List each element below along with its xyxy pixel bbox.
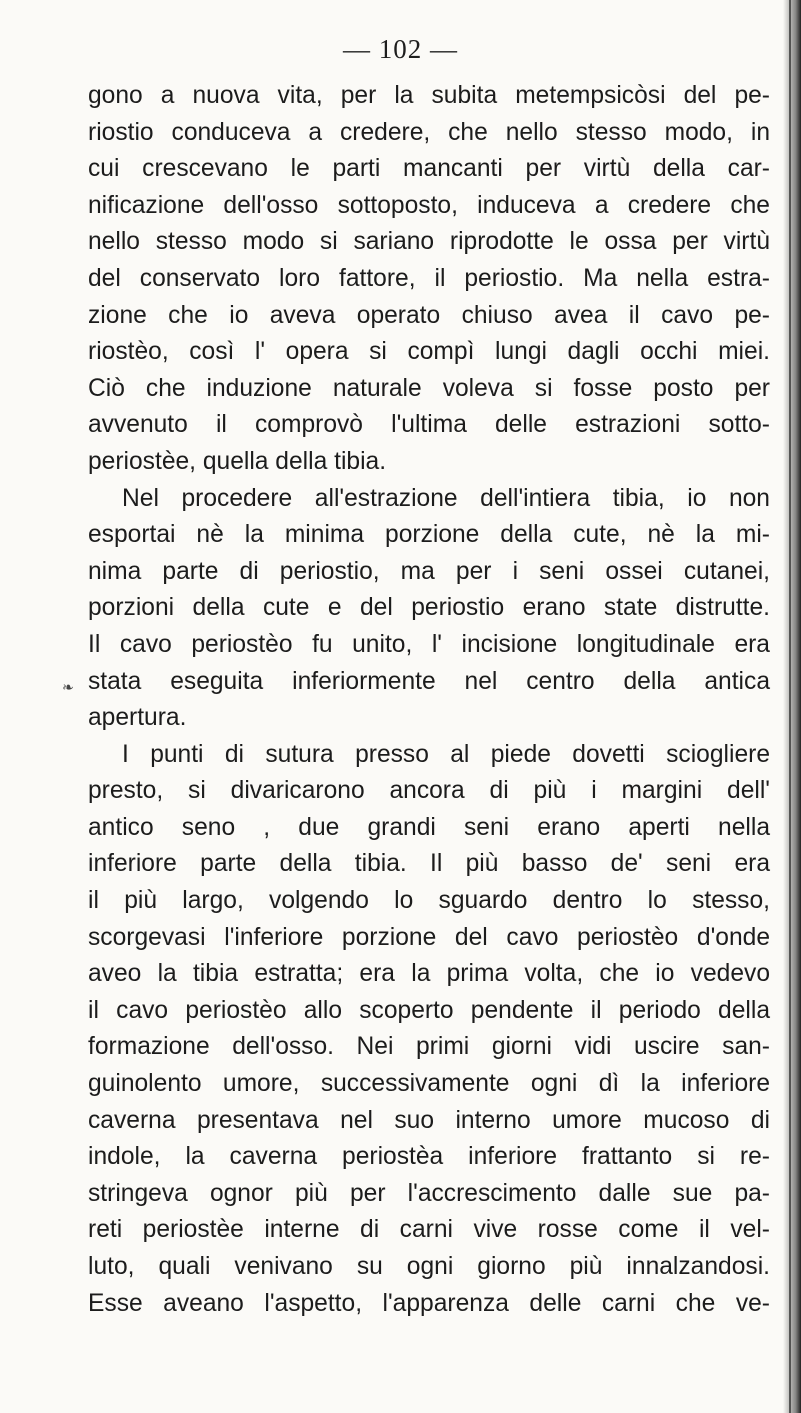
text-line: stringeva ognor più per l'accrescimento dalle sue pa- [88, 1179, 770, 1207]
text-line: inferiore parte della tibia. Il più basso de' seni era [88, 850, 770, 878]
text-line: stata eseguita inferiormente nel centro della antica [88, 667, 770, 695]
text-line: aveo la tibia estratta; era la prima volta, che io vedevo [88, 960, 770, 988]
text-line-paragraph-end: apertura. [88, 704, 187, 732]
text-line: scorgevasi l'inferiore porzione del cavo periostèo d'onde [88, 923, 770, 951]
text-line-paragraph-start: I punti di sutura presso al piede dovetti sciogliere [122, 740, 770, 768]
text-line: cui crescevano le parti mancanti per virtù della car- [88, 155, 770, 183]
text-line: riostèo, così l' opera si compì lungi dagli occhi miei. [88, 338, 770, 366]
text-line: reti periostèe interne di carni vive rosse come il vel- [88, 1216, 770, 1244]
text-line: avvenuto il comprovò l'ultima delle estrazioni sotto- [88, 411, 770, 439]
text-line: caverna presentava nel suo interno umore mucoso di [88, 1106, 770, 1134]
text-line: Esse aveano l'aspetto, l'apparenza delle carni che ve- [88, 1289, 770, 1317]
text-line: nima parte di periostio, ma per i seni ossei cutanei, [88, 557, 770, 585]
text-line: presto, si divaricarono ancora di più i margini dell' [88, 777, 770, 805]
text-line: guinolento umore, successivamente ogni dì la inferiore [88, 1070, 770, 1098]
text-line: porzioni della cute e del periostio erano state distrutte. [88, 594, 770, 622]
text-line: zione che io aveva operato chiuso avea il cavo pe- [88, 301, 770, 329]
text-line: nificazione dell'osso sottoposto, induceva a credere che [88, 191, 770, 219]
text-line: gono a nuova vita, per la subita metempsicòsi del pe- [88, 82, 770, 109]
text-line: il cavo periostèo allo scoperto pendente il periodo della [88, 996, 770, 1024]
text-line: formazione dell'osso. Nei primi giorni vidi uscire san- [88, 1033, 770, 1061]
body-text [88, 78, 770, 1322]
text-line: Il cavo periostèo fu unito, l' incisione longitudinale era [88, 630, 770, 658]
text-line: Ciò che induzione naturale voleva si fosse posto per [88, 374, 770, 402]
text-line: indole, la caverna periostèa inferiore frattanto si re- [88, 1143, 770, 1171]
text-line: antico seno , due grandi seni erano aperti nella [88, 813, 770, 841]
text-line-paragraph-start: Nel procedere all'estrazione dell'intiera tibia, io non [122, 484, 770, 512]
text-line-paragraph-end: periostèe, quella della tibia. [88, 447, 387, 475]
text-line: luto, quali venivano su ogni giorno più innalzandosi. [88, 1253, 770, 1280]
margin-mark-icon: ❧ [62, 680, 74, 696]
text-line: il più largo, volgendo lo sguardo dentro lo stesso, [88, 887, 770, 915]
text-line: esportai nè la minima porzione della cute, nè la mi- [88, 521, 770, 549]
page-number: — 102 — [343, 34, 458, 64]
text-line: nello stesso modo si sariano riprodotte le ossa per virtù [88, 228, 770, 256]
page-edge-shadow [783, 0, 801, 1413]
text-line: riostio conduceva a credere, che nello stesso modo, in [88, 118, 770, 146]
text-line: del conservato loro fattore, il periostio. Ma nella estra- [88, 264, 770, 292]
